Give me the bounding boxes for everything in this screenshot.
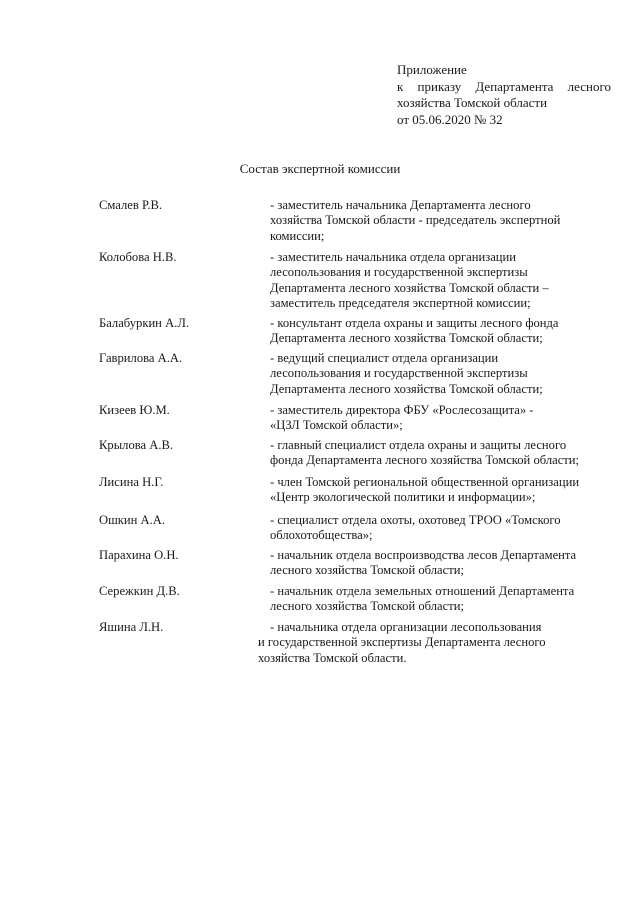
role-line: хозяйства Томской области. <box>258 650 407 665</box>
appendix-department: хозяйства Томской области <box>397 95 548 110</box>
role-line: - главный специалист отдела охраны и защиты лесного <box>270 438 567 452</box>
appendix-date-number: от 05.06.2020 № 32 <box>397 111 503 127</box>
role-line: Департамента лесного хозяйства Томской области; <box>270 331 543 346</box>
role-line: фонда Департамента лесного хозяйства Томской области; <box>270 453 580 468</box>
member-name: Гаврилова А.А. <box>99 351 183 365</box>
role-line: и государственной экспертизы Департамента лесного <box>258 635 546 650</box>
role-line: - заместитель начальника отдела организации <box>270 250 517 264</box>
member-role <box>270 198 610 244</box>
role-line: «Центр экологической политики и информации»; <box>270 490 536 505</box>
role-line: лесного хозяйства Томской области; <box>270 563 464 578</box>
appendix-order-line <box>397 79 611 96</box>
role-line: - заместитель директора ФБУ «Рослесозащита» - <box>270 403 534 417</box>
role-line: лесопользования и государственной экспертизы <box>270 366 528 381</box>
role-line: - консультант отдела охраны и защиты лесного фонда <box>270 316 559 330</box>
role-line: облохотобщества»; <box>270 528 373 543</box>
appendix-block <box>397 62 611 128</box>
role-line: Департамента лесного хозяйства Томской области – <box>270 280 549 295</box>
role-line: Департамента лесного хозяйства Томской области; <box>270 381 543 396</box>
role-line: лесного хозяйства Томской области; <box>270 599 464 614</box>
member-name: Парахина О.Н. <box>99 548 179 562</box>
member-name: Балабуркин А.Л. <box>99 316 190 330</box>
role-line: заместитель председателя экспертной комиссии; <box>270 296 531 311</box>
member-role <box>270 438 610 469</box>
member-role <box>270 548 610 579</box>
role-line: - начальника отдела организации лесопользования <box>270 620 542 634</box>
role-line: хозяйства Томской области - председатель экспертной <box>270 213 561 228</box>
member-name: Яшина Л.Н. <box>99 620 164 634</box>
member-name: Смалев Р.В. <box>99 198 163 212</box>
member-role <box>270 250 610 312</box>
document-title: Состав экспертной комиссии <box>239 161 401 176</box>
role-line: - специалист отдела охоты, охотовед ТРОО «Томского <box>270 513 561 527</box>
member-role <box>270 475 610 506</box>
appendix-word: к <box>397 78 404 94</box>
role-line: - заместитель начальника Департамента лесного <box>270 198 531 212</box>
member-name: Колобова Н.В. <box>99 250 177 264</box>
member-name: Сережкин Д.В. <box>99 584 180 598</box>
member-role <box>270 584 610 615</box>
role-line: «ЦЗЛ Томской области»; <box>270 418 403 433</box>
member-role <box>270 351 610 397</box>
member-name: Лисина Н.Г. <box>99 475 164 489</box>
member-role <box>270 403 610 434</box>
member-role <box>258 620 610 666</box>
member-name: Кизеев Ю.М. <box>99 403 170 417</box>
member-name: Крылова А.В. <box>99 438 174 452</box>
member-name: Ошкин А.А. <box>99 513 166 527</box>
role-line: - начальник отдела воспроизводства лесов Департамента <box>270 548 577 562</box>
role-line: - начальник отдела земельных отношений Департамента <box>270 584 575 598</box>
role-line: комиссии; <box>270 228 325 243</box>
member-role <box>270 513 610 544</box>
role-line: - ведущий специалист отдела организации <box>270 351 499 365</box>
appendix-word: приказу <box>417 78 462 94</box>
appendix-word: Департамента <box>475 78 554 94</box>
role-line: - член Томской региональной общественной организации <box>270 475 580 489</box>
role-line: лесопользования и государственной экспертизы <box>270 265 528 280</box>
member-role <box>270 316 610 347</box>
appendix-label: Приложение <box>397 62 467 77</box>
appendix-word: лесного <box>567 78 611 94</box>
